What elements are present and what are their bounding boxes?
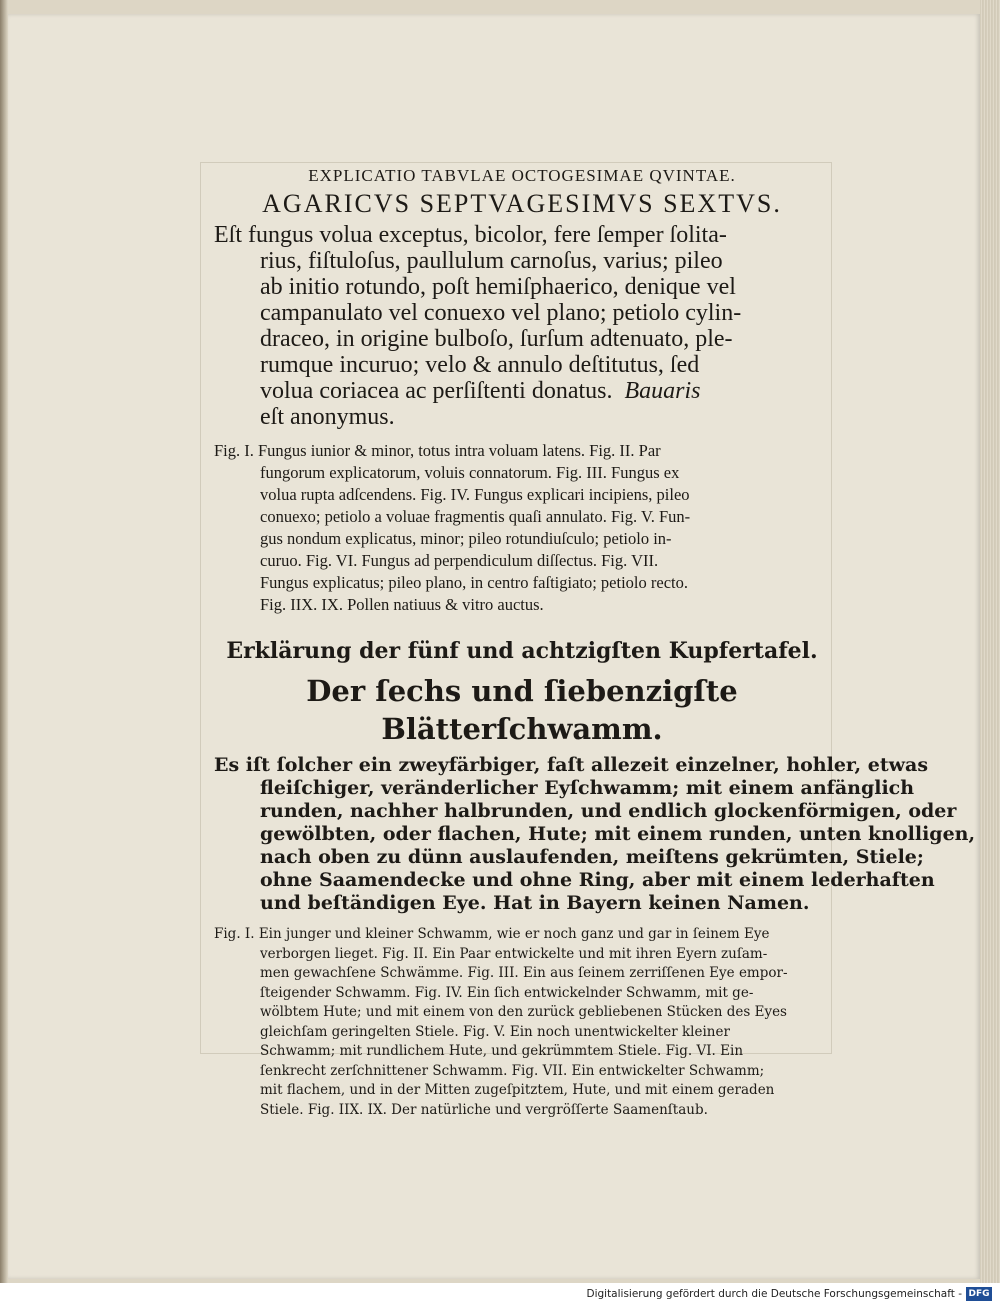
latin-figure-line: Fungus explicatus; pileo plano, in centro faſtigiato; petiolo recto.: [260, 573, 688, 592]
german-figure-line: gleichſam geringelten Stiele. Fig. V. Ein noch unentwickelter kleiner: [260, 1023, 730, 1040]
funding-credit: Digitalisierung gefördert durch die Deutsche Forschungsgemeinschaft -: [586, 1288, 962, 1300]
german-figure-captions: [214, 925, 830, 1120]
german-figure-line: Schwamm; mit rundlichem Hute, und gekrümmtem Stiele. Fig. VI. Ein: [260, 1043, 744, 1059]
german-heading-large: Der ſechs und ſiebenzigſte Blätterſchwamm.: [306, 674, 738, 746]
german-heading-small: Erklärung der fünf und achtzigſten Kupfertafel.: [226, 638, 818, 664]
german-description-line: und beſtändigen Eye. Hat in Bayern keinen Namen.: [260, 892, 810, 914]
german-figure-line: ſteigender Schwamm. Fig. IV. Ein ſich entwickelnder Schwamm, mit ge-: [260, 984, 754, 1001]
german-figure-line: Stiele. Fig. IIX. IX. Der natürliche und vergröſſerte Saamenſtaub.: [260, 1101, 708, 1118]
latin-figure-line: Fig. I. Fungus iunior & minor, totus intra voluam latens. Fig. II. Par: [214, 441, 661, 460]
latin-heading-large: AGARICVS SEPTVAGESIMVS SEXTVS.: [262, 189, 782, 218]
latin-description-text: volua coriacea ac perſiſtenti donatus.: [260, 378, 613, 404]
german-description-line: Es iſt ſolcher ein zweyfärbiger, faſt allezeit einzelner, hohler, etwas: [214, 754, 929, 776]
latin-description: [214, 222, 830, 430]
latin-figure-line: gus nondum explicatus, minor; pileo rotundiuſculo; petiolo in-: [260, 529, 672, 548]
german-description-line: nach oben zu dünn auslaufenden, meiſtens gekrümten, Stiele;: [260, 846, 924, 868]
german-description-line: runden, nachher halbrunden, und endlich glockenförmigen, oder: [260, 800, 957, 822]
latin-heading-small: EXPLICATIO TABVLAE OCTOGESIMAE QVINTAE.: [308, 166, 736, 185]
german-figure-line: men gewachſene Schwämme. Fig. III. Ein aus ſeinem zerriſſenen Eye empor-: [260, 965, 788, 981]
page-edges: [980, 0, 1000, 1283]
german-figure-line: ſenkrecht zerſchnittener Schwamm. Fig. VII. Ein entwickelter Schwamm;: [260, 1062, 765, 1079]
latin-figure-line: fungorum explicatorum, voluis connatorum. Fig. III. Fungus ex: [260, 463, 680, 482]
latin-figure-line: volua rupta adſcendens. Fig. IV. Fungus explicari incipiens, pileo: [260, 485, 690, 504]
latin-description-line: [214, 378, 830, 404]
german-figure-line: wölbtem Hute; und mit einem von den zurück gebliebenen Stücken des Eyes: [260, 1004, 787, 1020]
german-description-line: fleiſchiger, veränderlicher Eyſchwamm; mit einem anfänglich: [260, 777, 915, 799]
latin-figure-line: Fig. IIX. IX. Pollen natiuus & vitro auctus.: [260, 595, 544, 614]
german-figure-line: Fig. I. Ein junger und kleiner Schwamm, wie er noch ganz und gar in ſeinem Eye: [214, 926, 770, 942]
german-description: [214, 754, 976, 915]
book-gutter: [0, 0, 8, 1283]
latin-description-line: Eſt fungus volua exceptus, bicolor, fere ſemper ſolita-: [214, 222, 727, 248]
latin-description-line: rumque incuruo; velo & annulo deſtitutus, ſed: [260, 352, 700, 378]
german-figure-line: mit flachem, und in der Mitten zugeſpitztem, Hute, und mit einem geraden: [260, 1082, 775, 1098]
dfg-logo: DFG: [966, 1287, 992, 1301]
footer-bar: [0, 1283, 1000, 1306]
latin-figure-line: conuexo; petiolo a voluae fragmentis quaſi annulato. Fig. V. Fun-: [260, 507, 691, 526]
latin-description-line: campanulato vel conuexo vel plano; petiolo cylin-: [260, 300, 742, 326]
latin-description-line: rius, fiſtuloſus, paullulum carnoſus, varius; pileo: [260, 248, 723, 274]
latin-description-line: ab initio rotundo, poſt hemiſphaerico, denique vel: [260, 274, 736, 300]
latin-figure-line: curuo. Fig. VI. Fungus ad perpendiculum diſſectus. Fig. VII.: [260, 551, 659, 570]
page-text: [214, 162, 976, 1120]
latin-description-italic: Bauaris: [624, 378, 701, 404]
latin-description-line: draceo, in origine bulboſo, ſurſum adtenuato, ple-: [260, 326, 733, 352]
german-description-line: gewölbten, oder flachen, Hute; mit einem runden, unten knolligen,: [260, 823, 976, 845]
german-description-line: ohne Saamendecke und ohne Ring, aber mit einem lederhaften: [260, 869, 935, 891]
latin-description-line: eſt anonymus.: [260, 404, 395, 430]
latin-figure-captions: [214, 440, 830, 616]
german-figure-line: verborgen lieget. Fig. II. Ein Paar entwickelte und mit ihren Eyern zuſam-: [260, 945, 768, 962]
